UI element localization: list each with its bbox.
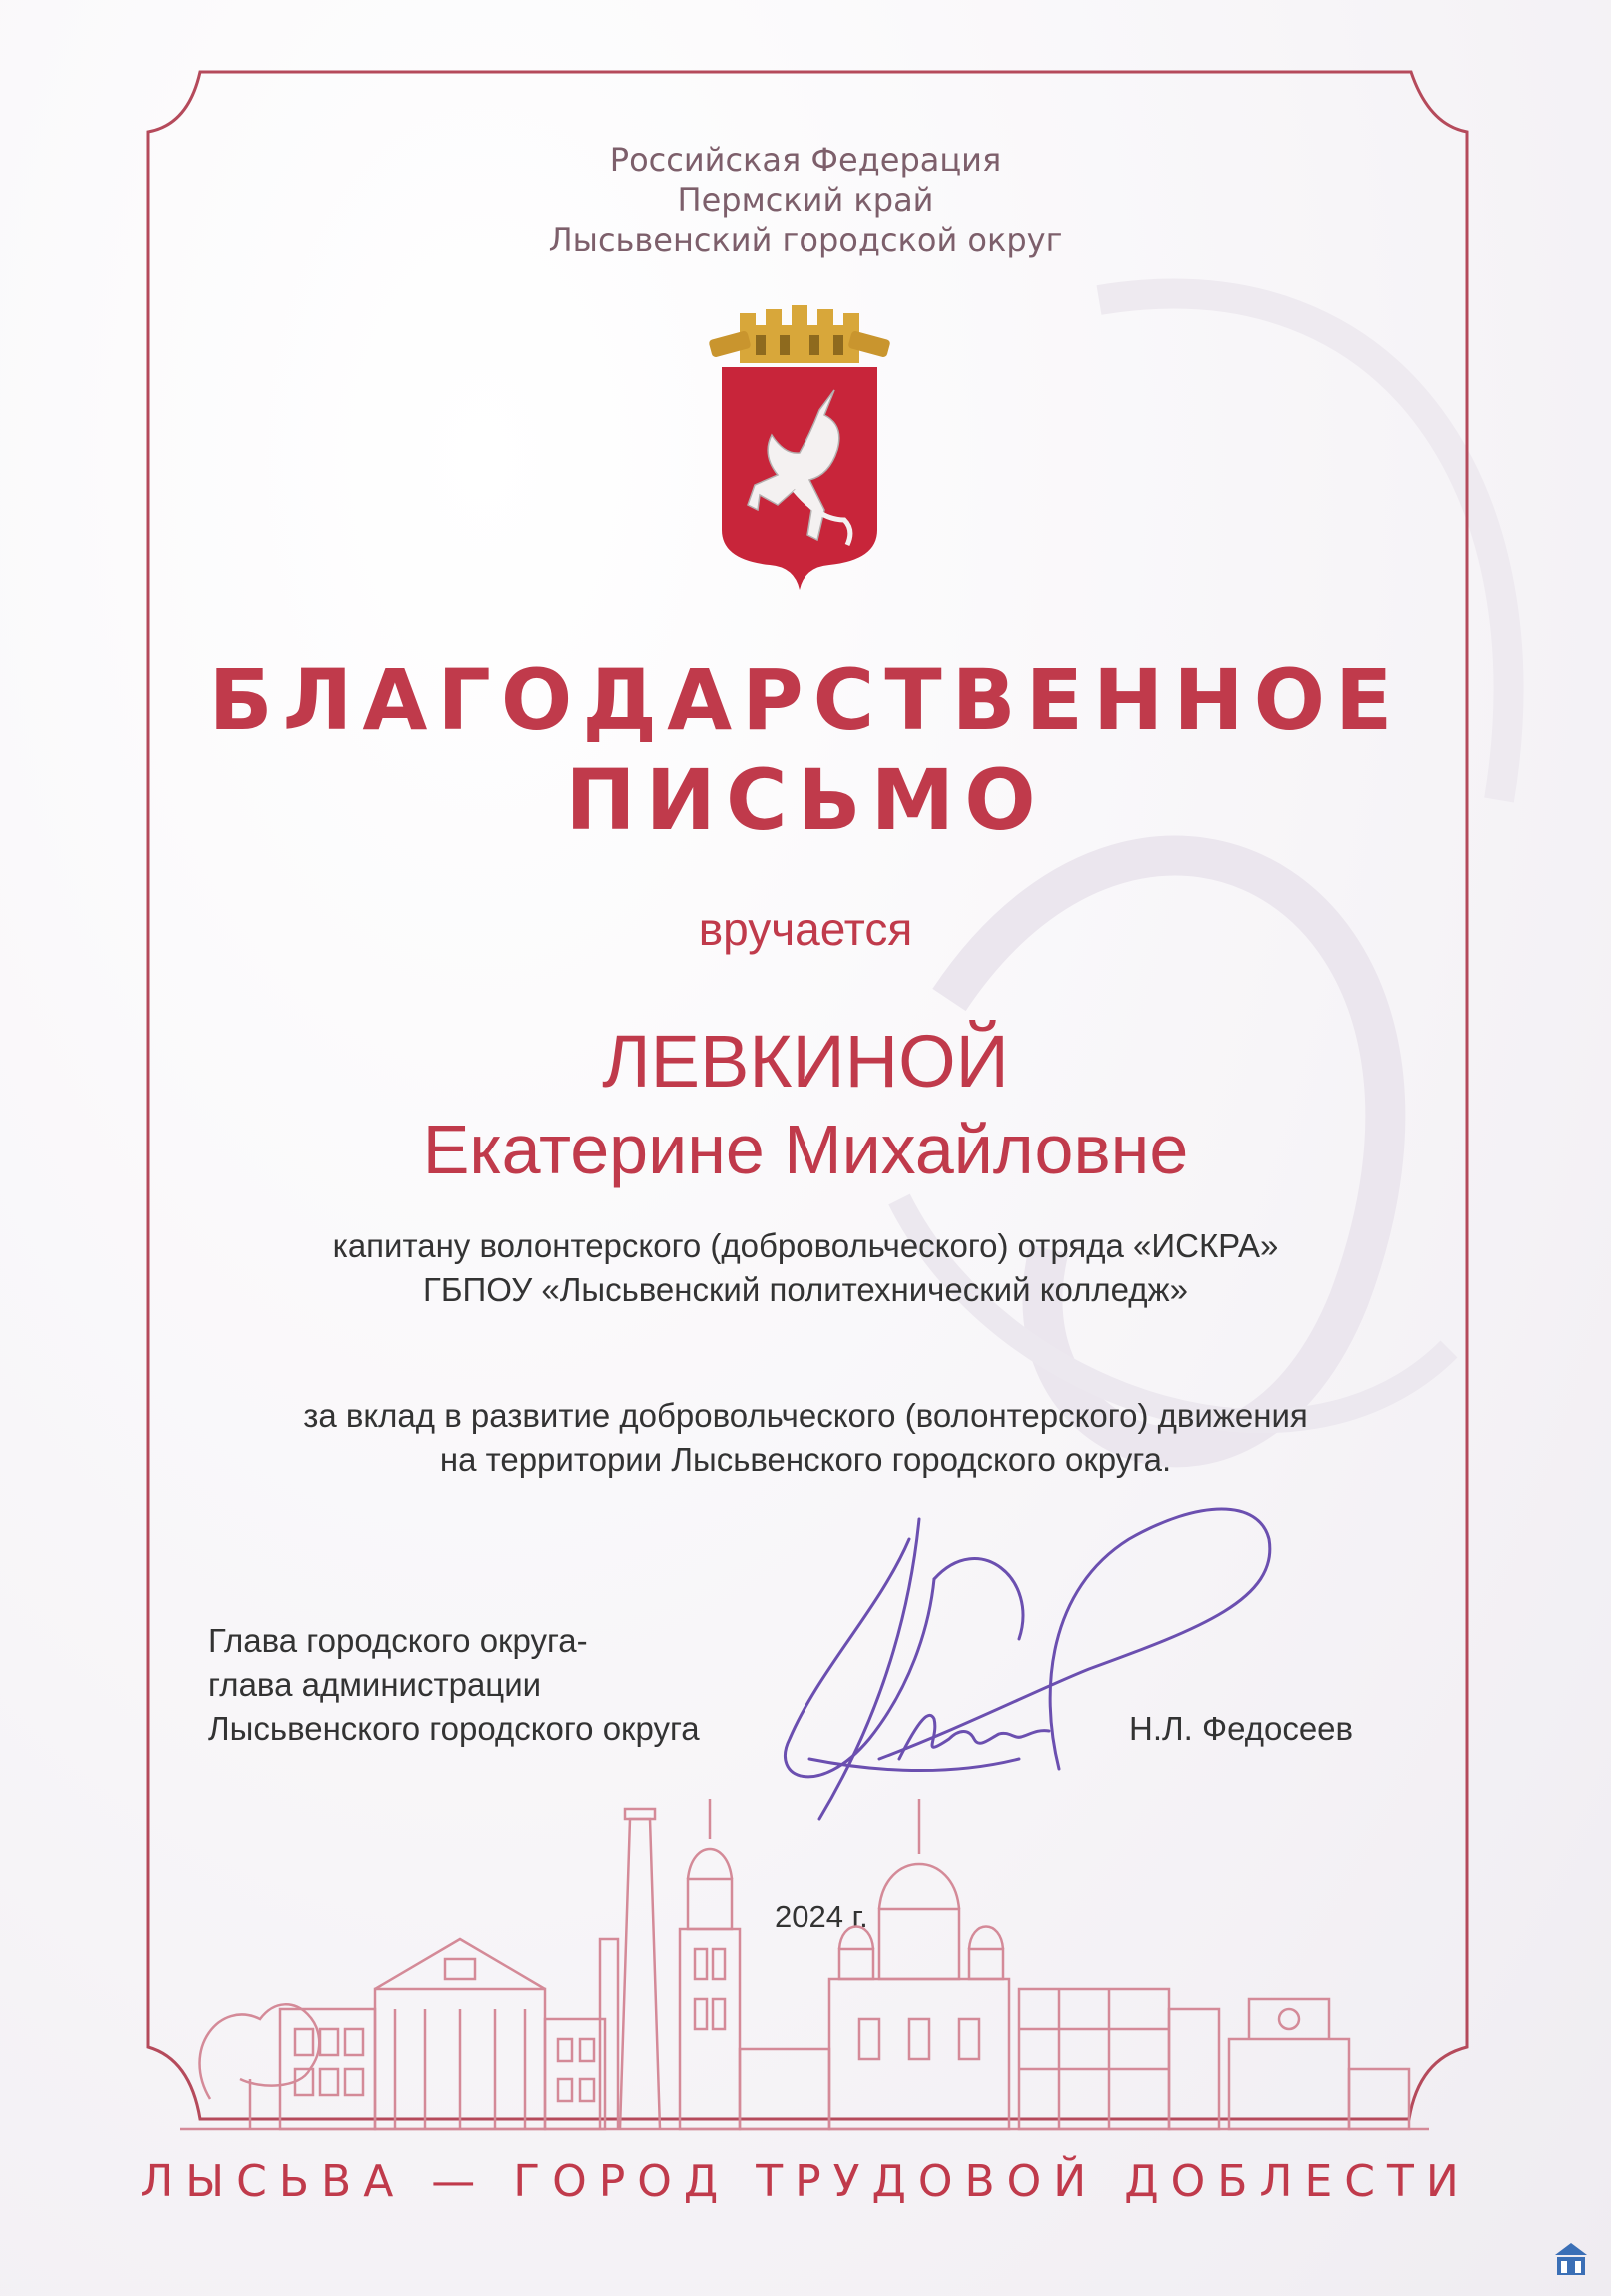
signer-title [208,1619,700,1751]
recipient-surname: ЛЕВКИНОЙ [602,1020,1009,1103]
header-region: Пермский край [677,181,934,219]
signer-title-line-3: Лысьвенского городского округа [208,1710,700,1747]
recipient-role [0,1224,1611,1312]
city-motto: ЛЫСЬВА — ГОРОД ТРУДОВОЙ ДОБЛЕСТИ [140,2156,1471,2207]
issuer-header [0,140,1611,260]
recipient-role-line-2: ГБПОУ «Лысьвенский политехнический колледж» [423,1271,1188,1308]
signer-name: Н.Л. Федосеев [1129,1710,1354,1747]
title-line-1: БЛАГОДАРСТВЕННОЕ [208,651,1403,749]
header-country: Российская Федерация [609,141,1002,179]
corner-logo-icon [1551,2239,1591,2279]
issue-year: 2024 г. [775,1899,868,1934]
recipient-given-name: Екатерине Михайловне [422,1111,1189,1188]
award-reason-line-2: на территории Лысьвенского городского округа. [439,1441,1172,1478]
signer-title-line-2: глава администрации [208,1666,542,1703]
title-line-2: ПИСЬМО [565,751,1046,849]
header-district: Лысьвенский городской округ [548,221,1063,259]
recipient-role-line-1: капитану волонтерского (добровольческого) отряда «ИСКРА» [332,1227,1279,1264]
signer-title-line-1: Глава городского округа- [208,1622,588,1659]
lysva-coat-of-arms-icon [700,305,899,595]
award-reason-line-1: за вклад в развитие добровольческого (волонтерского) движения [303,1397,1308,1434]
document-title [0,650,1611,850]
city-skyline-illustration [180,1779,1429,2149]
awarded-word: вручается [698,903,913,955]
